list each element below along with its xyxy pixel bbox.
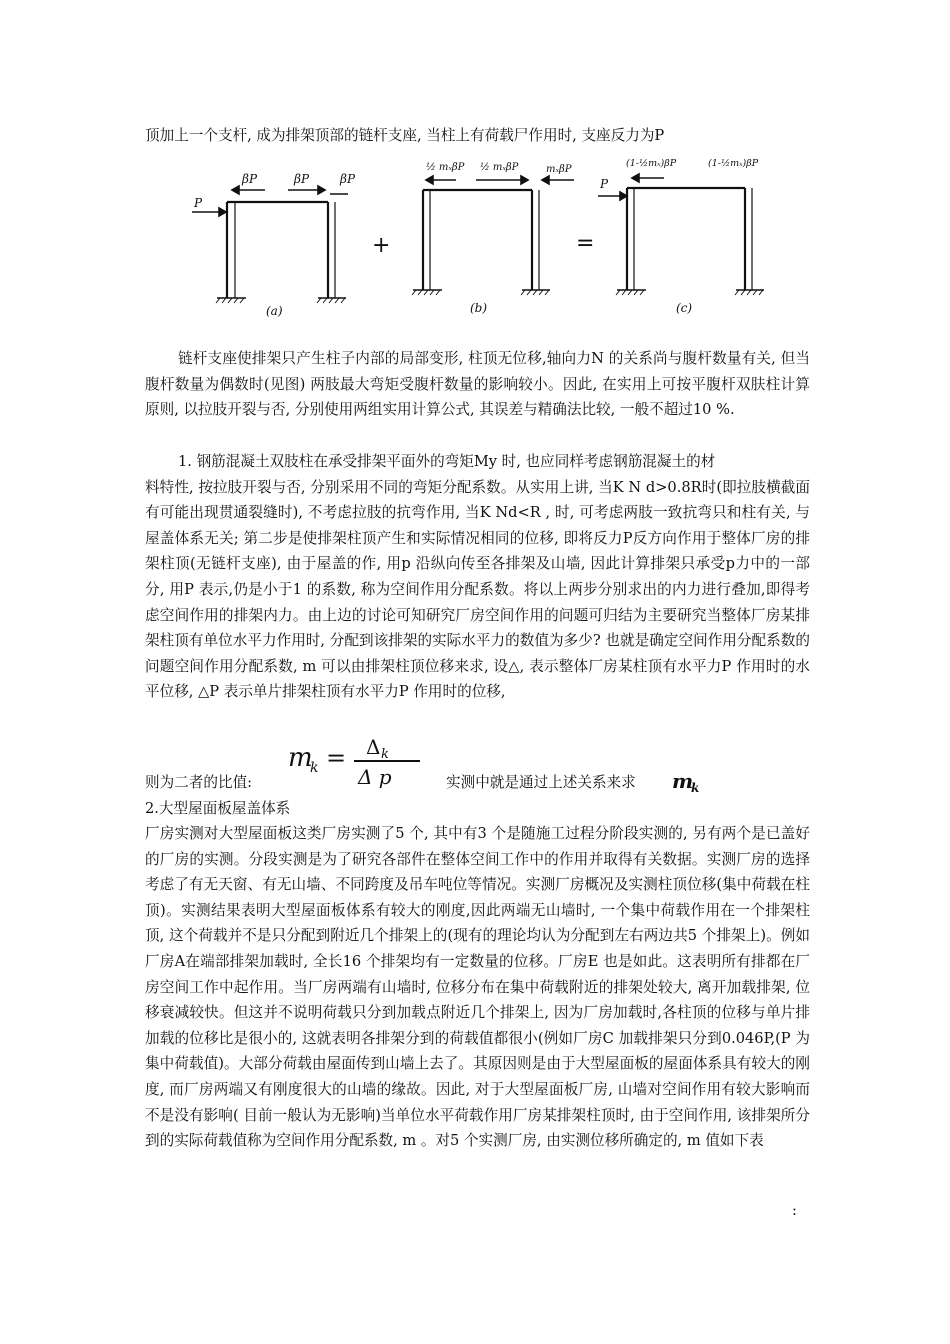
paragraph-3: 厂房实测对大型屋面板这类厂房实测了5 个, 其中有3 个是随施工过程分阶段实测的, 另有两个是已盖好的厂房的实测。分段实测是为了研究各部件在整体空间工作中的作用并取得有关数据。实测厂房的选择考虑了有无天窗、有无山墙、不同跨度及吊车吨位等情况。实测厂房概况及实测柱顶位移(集中荷载在柱顶)。实测结果表明大型屋面板体系有较大的刚度,因此两端无山墙时, 一个集中荷载作用在一个排架柱顶, 这个荷载并不是只分配到附近几个排架上的(现有的理论均认为分配到左右两边共5 个排架上)。例如厂房A在端部排架加载时, 全长16 个排架均有一定数量的位移。厂房E 也是如此。这表明所有排都在厂房空间工作中起作用。当厂房两端有山墙时, 位移分布在集中荷载附近的排架处较大, 离开加载排架, 位移衰减较快。但这并不说明荷载只分到加载点附近几个排架上, 因为厂房加载时,各柱顶的位移与单片排加载的位移比是很小的, 这就表明各排架分到的荷载值都很小(例如厂房C 加载排架只分到0.046P,(P 为集中荷载值)。大部分荷载由屋面传到山墙上去了。其原因则是由于大型屋面板的屋面体系具有较大的刚度, 而厂房两端又有刚度很大的山墙的缘故。因此, 对于大型屋面板厂房, 山墙对空间作用有较大影响而不是没有影响( 目前一般认为无影响)当单位水平荷载作用厂房某排架柱顶时, 由于空间作用, 该排架所分到的实际荷载值称为空间作用分配系数, m 。对5 个实测厂房, 由实测位移所确定的, m 值如下表 bbox=[145, 825, 810, 1150]
svg-text:k: k bbox=[310, 760, 319, 776]
formula-numerator: Δ bbox=[366, 735, 381, 759]
c-top-left-label: (1-½mₓ)βP bbox=[626, 158, 677, 169]
frame-diagram bbox=[180, 150, 800, 325]
b-top-mid-label: ½ mₓβP bbox=[480, 162, 519, 173]
ratio-line-right: 实测中就是通过上述关系来求 bbox=[446, 774, 636, 791]
c-top-right-label: (1-½mₓ)βP bbox=[708, 158, 759, 169]
b-top-left-label: ½ mₓβP bbox=[426, 162, 465, 173]
ratio-line-left: 则为二者的比值: bbox=[145, 774, 253, 791]
mk-symbol bbox=[672, 770, 712, 794]
formula-lhs: m bbox=[288, 743, 313, 773]
paragraph-3-colon: : bbox=[792, 1202, 797, 1219]
paragraph-2: 1. 钢筋混凝土双肢柱在承受排架平面外的弯矩My 时, 也应同样考虑钢筋混凝土的材 料特性, 按拉肢开裂与否, 分别采用不同的弯矩分配系数。从实用上讲, 当K N d>0.8R时(即拉肢横截面有可能出现贯通裂缝时), 不考虑拉肢的抗弯作用, 当K Nd<R , 时, 可考虑两肢一致抗弯只和柱有关, 与屋盖体系无关; 第二步是使排架柱顶产生和实际情况相同的位移, 即将反力P反方向作用于整体厂房的排架柱顶(无链杆支座), 由于屋盖的作, 用p 沿纵向传至各排架及山墙, 因此计算排架只承受p力中的一部分, 用P 表示,仍是小于1 的系数, 称为空间作用分配系数。将以上两步分别求出的内力进行叠加,即得考虑空间作用的排架内力。由上边的讨论可知研究厂房空间作用的问题可归结为主要研究当整体厂房某排架柱顶有单位水平力作用时, 分配到该排架的实际水平力的数值为多少? 也就是确定空间作用分配系数的问题空间作用分配系数, m 可以由排架柱顶位移来求, 设△, 表示整体厂房某柱顶有水平力P 作用时的水平位移, △P 表示单片排架柱顶有水平力P 作用时的位移, bbox=[145, 453, 810, 701]
equals-sign: = bbox=[576, 231, 595, 256]
plus-sign: + bbox=[372, 233, 391, 258]
paragraph-1: 链杆支座使排架只产生柱子内部的局部变形, 柱顶无位移,轴向力N 的关系尚与腹杆数量有关, 但当腹杆数量为偶数时(见图) 两肢最大弯矩受腹杆数量的影响较小。因此, 在实用上可按平腹杆双肤柱计算原则, 以拉肢开裂与否, 分别使用两组实用计算公式, 其误差与精确法比较, 一般不超过10 %. bbox=[145, 350, 810, 419]
heading-2: 2.大型屋面板屋盖体系 bbox=[145, 800, 291, 817]
a-bp3-label: βP bbox=[340, 172, 356, 186]
svg-text:=: = bbox=[326, 744, 347, 772]
a-bp2-label: βP bbox=[294, 172, 310, 186]
formula-denominator: Δ p bbox=[358, 765, 392, 788]
svg-text:k: k bbox=[691, 781, 700, 794]
c-load-p-label: P bbox=[600, 177, 609, 191]
svg-text:m: m bbox=[672, 770, 694, 793]
load-p-label: P bbox=[194, 196, 203, 210]
svg-text:k: k bbox=[381, 747, 389, 762]
text-line-top: 顶加上一个支杆, 成为排架顶部的链杆支座, 当柱上有荷载尸作用时, 支座反力为P bbox=[145, 127, 665, 144]
caption-a: (a) bbox=[266, 304, 283, 318]
b-top-right-label: mₓβP bbox=[546, 164, 572, 175]
caption-b: (b) bbox=[470, 301, 488, 315]
a-bp1-label: βP bbox=[242, 172, 258, 186]
caption-c: (c) bbox=[676, 301, 693, 315]
